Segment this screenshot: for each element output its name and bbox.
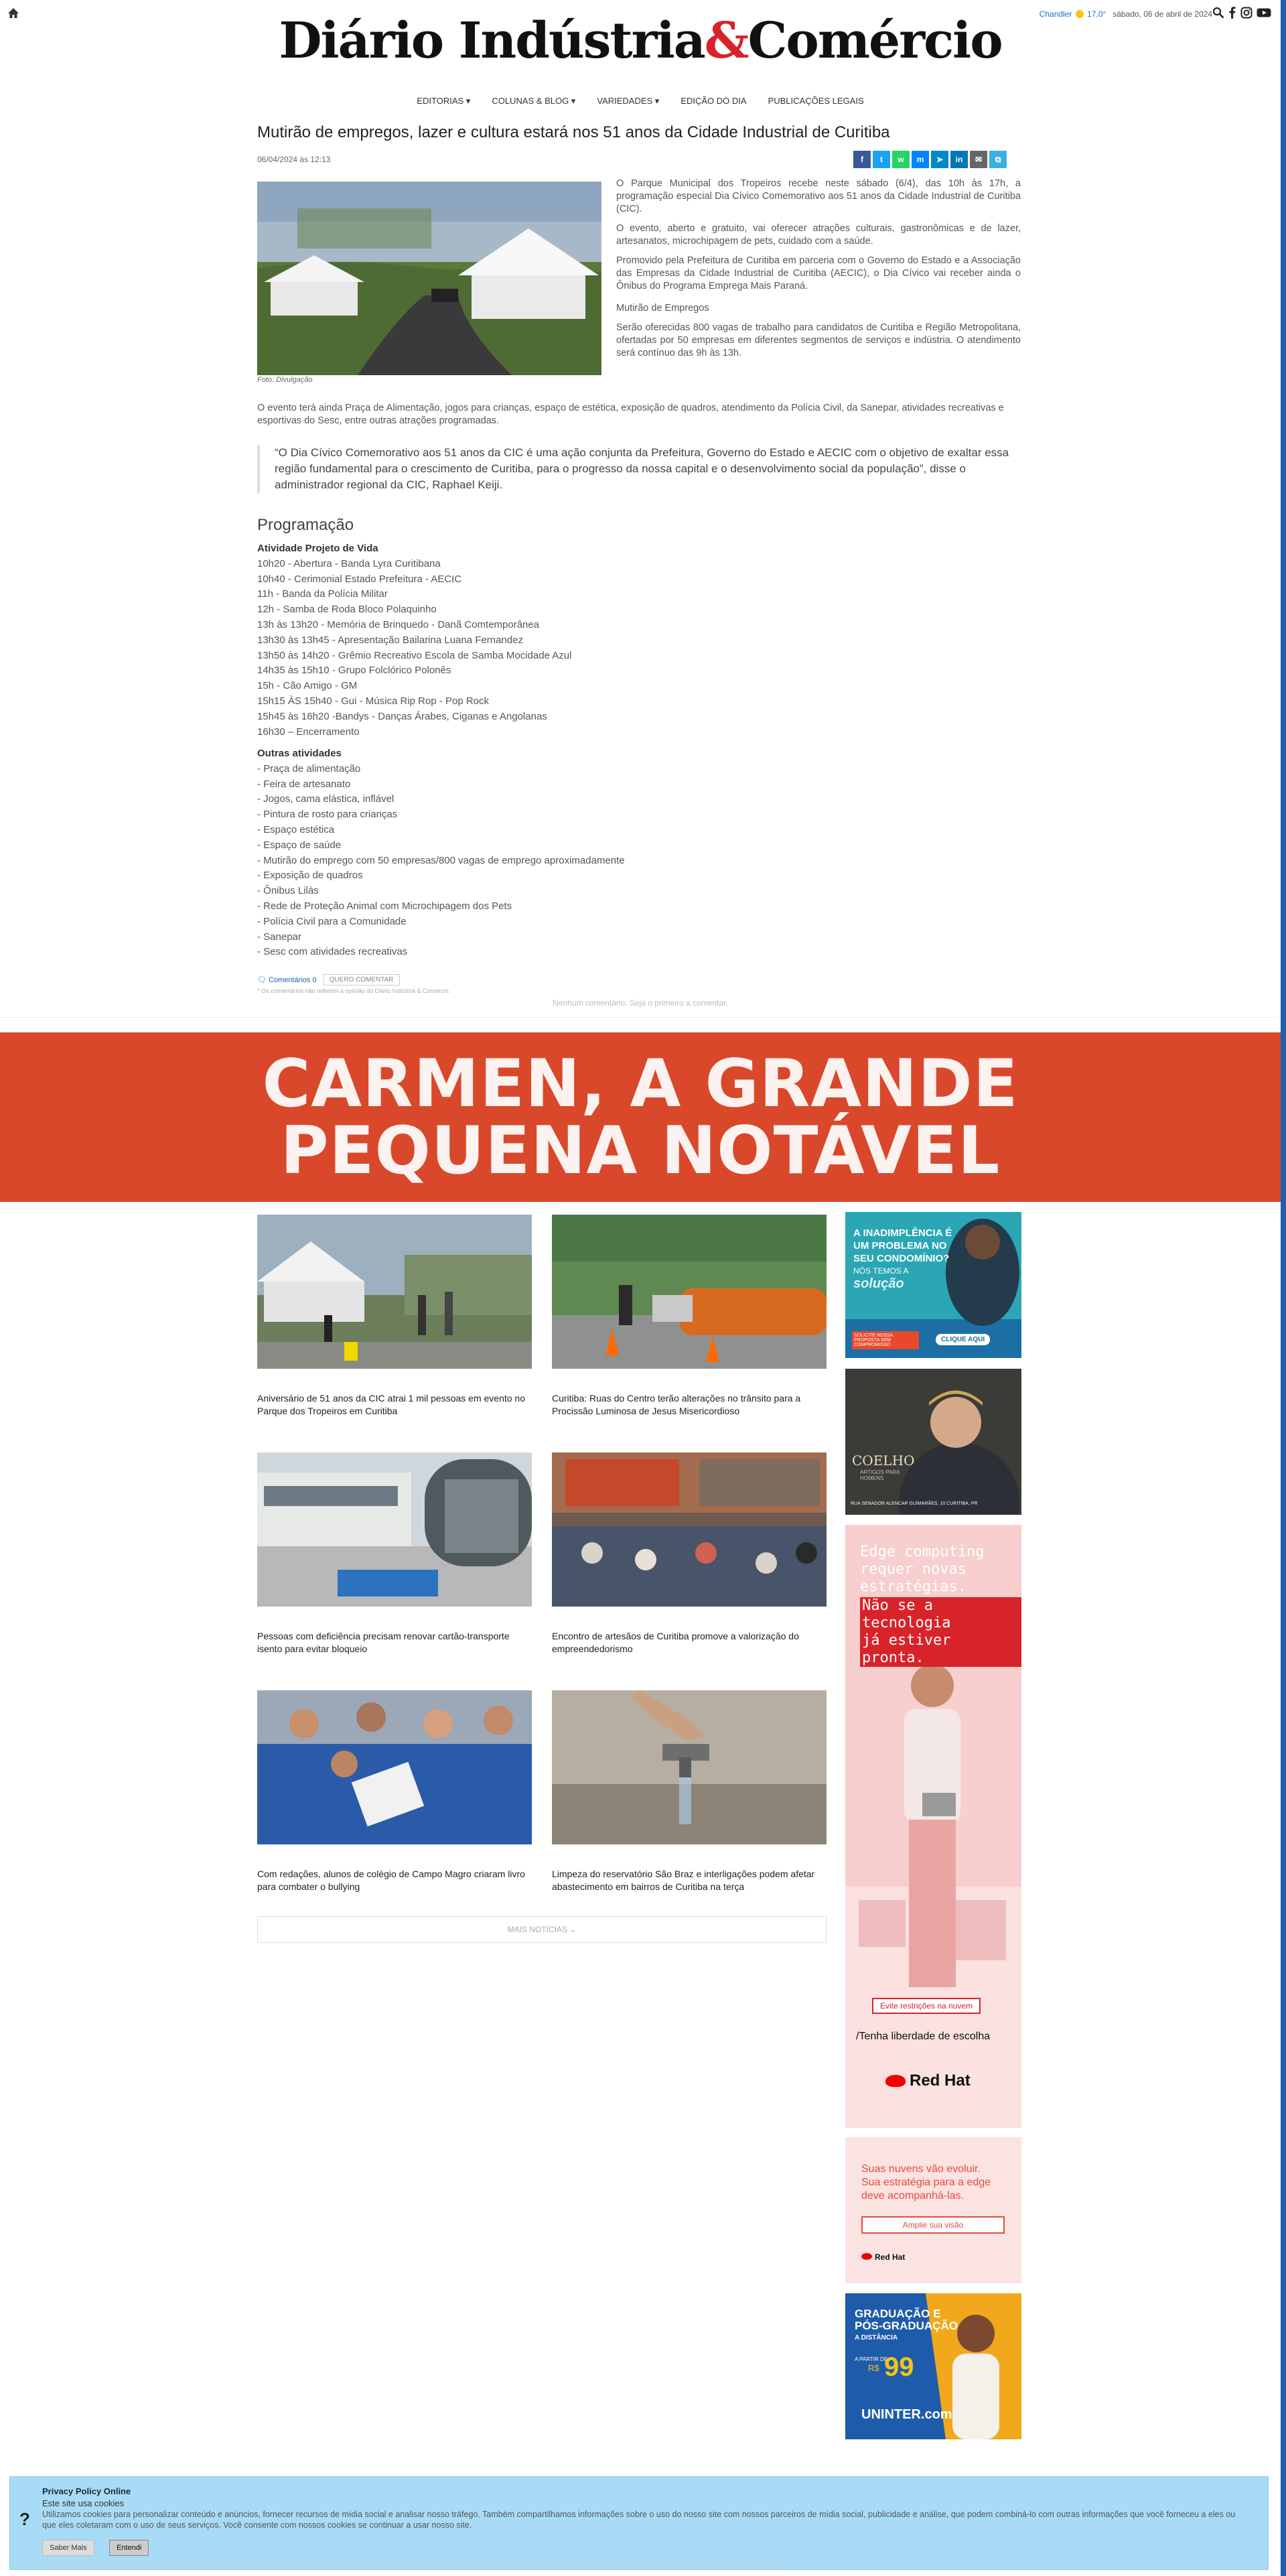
news-title[interactable]: Encontro de artesãos de Curitiba promove a valorização do empreendedorismo [552,1631,799,1654]
news-title[interactable]: Com redações, alunos de colégio de Campo Magro criaram livro para combater o bullying [257,1869,525,1892]
current-date: sábado, 06 de abril de 2024 [1113,9,1212,19]
article-quote: “O Dia Cívico Comemorativo aos 51 anos da CIC é uma ação conjunta da Prefeitura, Governo do Estado e AECIC com o objetivo de exaltar essa região fundamental para o crescimento de Curitiba, para o progresso da nossa capital e o desenvolvimento social da população”, disse o administrador regional da CIC, Raphael Keiji. [257,445,1021,493]
comments-label: Comentários [269,976,311,984]
ad-redhat-text [860,1544,1021,1667]
schedule-item: 15h15 ÀS 15h40 - Gui - Música Rip Rop - Pop Rock [257,695,490,707]
ad-brand-text: Red Hat [910,2072,971,2090]
article-photo [257,182,601,375]
ad-redhat-edge[interactable] [845,1525,1021,2128]
ad-coelho[interactable] [845,1369,1021,1515]
learn-more-button[interactable]: Saber Mais [42,2540,94,2556]
comment-button[interactable]: QUERO COMENTAR [324,974,400,986]
activity-item: - Sesc com atividades recreativas [257,946,408,958]
promo-banner[interactable] [0,1032,1281,1202]
cookie-banner [9,2476,1269,2570]
article-subhead: Mutirão de Empregos [616,303,709,314]
ad-redhat-cta[interactable]: Evite restrições na nuvem [872,1998,981,2014]
ad-uninter-price: 99 [884,2352,914,2382]
weather-temp: 17,0° [1087,9,1106,19]
schedule-item: 11h - Banda da Polícia Militar [257,588,388,600]
accept-cookies-button[interactable]: Entendi [109,2540,149,2556]
paragraph: O Parque Municipal dos Tropeiros recebe neste sábado (6/4), das 10h às 17h, a programação especial Dia Cívico Comemorativo aos 51 anos da Cidade Industrial de Curitiba (CIC). [616,178,1021,214]
comments-count: 0 [312,976,317,984]
news-title[interactable]: Limpeza do reservatório São Braz e interligações podem afetar abastecimento em bairros de Curitiba na terça [552,1869,815,1892]
ad-cloud-brand [861,2252,905,2262]
ad-line: deve acompanhá-las. [861,2190,964,2201]
ad-brand-text: Red Hat [875,2252,906,2262]
logo-text-2: Comércio [747,12,1002,70]
ad-condo-text [853,1227,952,1290]
scrollbar[interactable] [42,2565,779,2567]
right-edge-bar [1281,0,1286,2576]
article-body-top [616,178,1021,366]
nav-colunas-blog[interactable]: COLUNAS & BLOG ▾ [492,96,576,106]
ad-cloud-cta[interactable]: Amplie sua visão [861,2216,1005,2234]
more-news-button[interactable]: MAIS NOTÍCIAS ⌄ [257,1916,827,1943]
schedule-item: 16h30 – Encerramento [257,726,360,738]
activity-item: - Exposição de quadros [257,870,363,882]
ad-line: solução [853,1276,904,1291]
nav-edicao-do-dia[interactable]: EDIÇÃO DO DIA [681,96,747,106]
schedule-item: 10h20 - Abertura - Banda Lyra Curitibana [257,557,441,569]
ad-uninter-currency: R$ [868,2363,879,2373]
cookie-text: Utilizamos cookies para personalizar conteúdo e anúncios, fornecer recursos de mídia social e analisar nosso tráfego. Também compartilhamos informações sobre o uso do nosso site com nossos parceiros de mídia social, publicidade e análise, que podem combiná-lo com outras informações que você forneceu a eles ou que eles coletaram com o uso de seus serviços. Você consente com nossos cookies se continuar a usar nosso site. [42,2510,1236,2530]
share-copy-link-icon[interactable]: ⧉ [989,151,1007,168]
activity-item: - Jogos, cama elástica, inflável [257,793,395,805]
ad-line: requer novas [860,1561,967,1578]
main-nav [0,96,1281,107]
ad-line: estratégias. [860,1578,967,1595]
schedule-item: 15h - Cão Amigo - GM [257,680,358,692]
news-image[interactable] [552,1215,827,1369]
share-twitter-icon[interactable]: t [873,151,890,168]
weather-city[interactable]: Chandler [1039,9,1072,19]
other-activities-list [257,746,625,960]
paragraph: Serão oferecidas 800 vagas de trabalho para candidatos de Curitiba e Região Metropolitana, ofertadas por 50 empresas em diferentes segmentos de serviços e indústria. O atendimento será contínuo das 9h às 13h. [616,322,1021,358]
schedule-item: 13h às 13h20 - Memória de Brinquedo - Danã Comtemporânea [257,618,540,630]
ad-redhat-cloud[interactable] [845,2137,1021,2283]
article-date: 06/04/2024 às 12:13 [257,155,331,164]
share-facebook-icon[interactable]: f [853,151,871,168]
activity-item: - Espaço de saúde [257,839,342,851]
activity-item: - Espaço estética [257,823,335,835]
ad-line: Suas nuvens vão evoluir. [861,2163,981,2175]
ad-line: já estiver pronta. [860,1632,1021,1667]
share-buttons [853,151,1007,168]
ad-uninter-from: A PARTIR DE [855,2356,888,2362]
schedule-item: 14h35 às 15h10 - Grupo Folclórico Polonês [257,665,451,677]
share-messenger-icon[interactable]: m [912,151,929,168]
activity-item: - Sanepar [257,931,301,943]
ad-uninter-brand: UNINTER.com [861,2407,952,2422]
nav-variedades[interactable]: VARIEDADES ▾ [597,96,660,106]
banner-line-1: CARMEN, A GRANDE [262,1045,1019,1122]
activity-item: - Praça de alimentação [257,762,361,774]
activity-item: - Feira de artesanato [257,778,351,790]
news-image[interactable] [552,1690,827,1844]
schedule-item: 10h40 - Cerimonial Estado Prefeitura - AECIC [257,573,462,585]
schedule-item: 15h45 às 16h20 -Bandys - Danças Árabes, Ciganas e Angolanas [257,710,547,722]
ad-line: Sua estratégia para a edge [861,2177,991,2188]
cookie-title: Privacy Policy Online [42,2486,131,2496]
ad-line: Edge computing [860,1544,985,1560]
news-title[interactable]: Pessoas com deficiência precisam renovar cartão-transporte isento para evitar bloqueio [257,1631,510,1654]
activity-item: - Mutirão do emprego com 50 empresas/800 vagas de emprego aproximadamente [257,854,625,866]
ad-line: NÓS TEMOS A [853,1266,909,1276]
ad-uninter-text [855,2308,958,2344]
news-title[interactable]: Curitiba: Ruas do Centro terão alterações no trânsito para a Procissão Luminosa de Jesus Misericordioso [552,1393,801,1416]
programacao-heading: Programação [257,516,354,534]
ad-line: Não se a tecnologia [860,1597,1021,1632]
redhat-logo-icon [861,2253,872,2260]
activity-item: - Polícia Civil para a Comunidade [257,915,407,927]
paragraph: Promovido pela Prefeitura de Curitiba em parceria com o Governo do Estado e a Associação das Empresas da Cidade Industrial de Curitiba (AECIC), o Dia Cívico vai receber ainda o Ônibus do Programa Emprega Mais Paraná. [616,255,1021,291]
news-image[interactable] [257,1690,532,1844]
ad-redhat-tagline: /Tenha liberdade de escolha [856,2031,991,2042]
site-logo[interactable] [0,12,1281,70]
cookie-subtitle: Este site usa cookies [42,2498,125,2508]
news-image[interactable] [552,1452,827,1607]
activity-item: - Rede de Proteção Animal com Microchipagem dos Pets [257,900,512,912]
divider [0,1017,1281,1018]
ad-line: A INADIMPLÊNCIA É [853,1227,952,1239]
ad-cloud-text [861,2163,991,2203]
article-title: Mutirão de empregos, lazer e cultura estará nos 51 anos da Cidade Industrial de Curitiba [257,123,890,141]
ad-line: SEU CONDOMÍNIO? [853,1253,950,1264]
schedule-item: 13h30 às 13h45 - Apresentação Bailarina Luana Fernandez [257,634,523,646]
ad-coelho-address: RUA SENADOR ALENCAR GUIMARÃES, 10 CURITIBA, PR [851,1501,978,1506]
no-comments-text: Nenhum comentário. Seja o primeiro a comentar. [553,998,728,1008]
paragraph: O evento, aberto e gratuito, vai oferecer atrações culturais, gastronômicas e de lazer, artesanatos, microchipagem de pets, cuidado com a saúde. [616,223,1021,247]
ad-line: A DISTÂNCIA [855,2334,898,2342]
nav-publicacoes-legais[interactable]: PUBLICAÇÕES LEGAIS [768,96,864,106]
comments-note: * Os comentários não refletem a opinião do Diário Indústria & Comércio. [257,988,451,994]
news-image[interactable] [257,1452,532,1607]
banner-line-2: PEQUENA NOTÁVEL [280,1112,1001,1189]
help-icon: ? [19,2509,30,2529]
nav-editorias[interactable]: EDITORIAS ▾ [417,96,471,106]
share-telegram-icon[interactable]: ➤ [931,151,948,168]
schedule-item: 12h - Samba de Roda Bloco Polaquinho [257,604,437,616]
comments-bar [257,974,400,986]
schedule-item: 13h50 às 14h20 - Grêmio Recreativo Escola de Samba Mocidade Azul [257,649,572,661]
ad-line: UM PROBLEMA NO [853,1240,947,1251]
logo-ampersand: & [704,12,748,70]
logo-text-1: Diário Indústria [279,12,705,70]
redhat-logo-icon [885,2075,906,2087]
comments-link[interactable]: 🗨 Comentários 0 [257,976,317,984]
news-image[interactable] [257,1215,532,1369]
ad-redhat-brand [885,2072,971,2090]
paragraph: O evento terá ainda Praça de Alimentação, jogos para crianças, espaço de estética, exposição de quadros, atendimento da Polícia Civil, da Sanepar, atividades recreativas e esportivas do Sesc, entre outras atrações programadas. [257,403,1004,426]
share-linkedin-icon[interactable]: in [950,151,968,168]
ad-coelho-brand: COELHO [852,1452,915,1469]
ad-condo-button[interactable]: CLIQUE AQUI [936,1334,990,1345]
photo-caption: Foto: Divulgação [257,376,313,384]
schedule-list [257,541,571,740]
ad-condo-cta: SOLICITE NOSSA PROPOSTA SEM COMPROMISSO [852,1331,919,1349]
activity-item: - Ônibus Lilás [257,885,319,897]
news-title[interactable]: Aniversário de 51 anos da CIC atrai 1 mil pessoas em evento no Parque dos Tropeiros em Curitiba [257,1393,525,1416]
other-heading: Outras atividades [257,748,342,759]
share-email-icon[interactable]: ✉ [970,151,987,168]
ad-line: PÓS-GRADUAÇÃO [855,2319,958,2332]
ad-coelho-sub: ARTIGOS PARA HOMENS [860,1469,900,1481]
schedule-heading: Atividade Projeto de Vida [257,543,378,554]
activity-item: - Pintura de rosto para crianças [257,809,398,821]
ad-condominio[interactable] [845,1212,1021,1358]
banner-text [262,1045,1019,1189]
ad-line: GRADUAÇÃO E [855,2307,941,2320]
share-whatsapp-icon[interactable]: w [892,151,910,168]
ad-uninter[interactable] [845,2293,1021,2439]
